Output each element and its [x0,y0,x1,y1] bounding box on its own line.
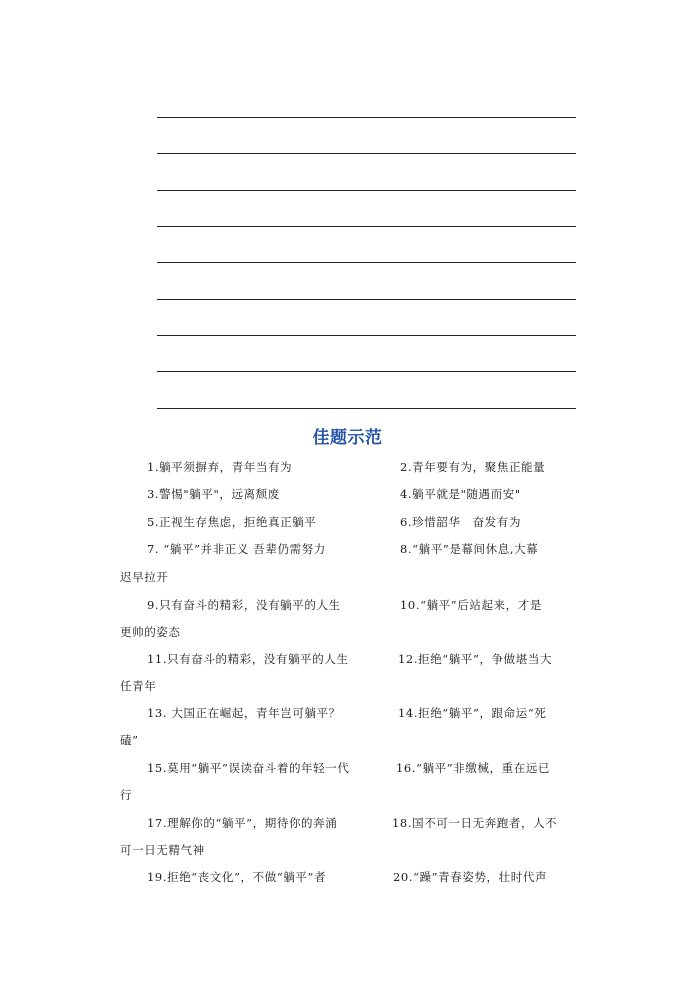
list-item: 20.“躁”青春姿势，壮时代声 [393,870,548,884]
list-item: 19.拒绝“丧文化”，不做“躺平”者 [147,870,327,884]
list-item: 15.莫用“躺平”误读奋斗着的年轻一代 [147,761,350,775]
section-title: 佳题示范 [312,428,383,448]
list-item: 6.珍惜韶华 奋发有为 [400,515,522,529]
list-item: 2.青年要有为，聚焦正能量 [400,460,546,474]
list-item: 16.“躺平”非缴械，重在远已 [396,761,551,775]
list-item: 9.只有奋斗的精彩，没有躺平的人生 [147,598,341,612]
list-item: 4.躺平就是"随遇而安" [400,487,521,501]
list-item: 18.国不可一日无奔跑者，人不 [392,816,558,830]
list-item: 11.只有奋斗的精彩，没有躺平的人生 [147,652,349,666]
list-item: 14.拒绝“躺平”，跟命运“死 [398,706,547,720]
list-item: 1.躺平须摒弃，青年当有为 [147,460,293,474]
list-item-continuation: 磕” [120,733,139,747]
list-item: 13. 大国正在崛起，青年岂可躺平？ [147,706,341,720]
list-item-continuation: 迟早拉开 [120,570,169,584]
list-item-continuation: 更帅的姿态 [120,625,181,639]
list-item: 17.理解你的“躺平”，期待你的奔涌 [147,816,338,830]
list-item-continuation: 行 [120,788,133,802]
list-item-continuation: 任青年 [120,679,157,693]
list-item: 8.“躺平”是幕间休息,大幕 [400,542,539,556]
list-item: 10.“躺平”后站起来，才是 [400,598,542,612]
list-item-continuation: 可一日无精气神 [120,843,205,857]
list-item: 7. “躺平”并非正义 吾辈仍需努力 [147,542,326,556]
list-item: 3.警惕"躺平"，远离颓废 [147,487,280,501]
list-item: 12.拒绝“躺平”，争做堪当大 [398,652,553,666]
list-item: 5.正视生存焦虑，拒绝真正躺平 [147,515,317,529]
